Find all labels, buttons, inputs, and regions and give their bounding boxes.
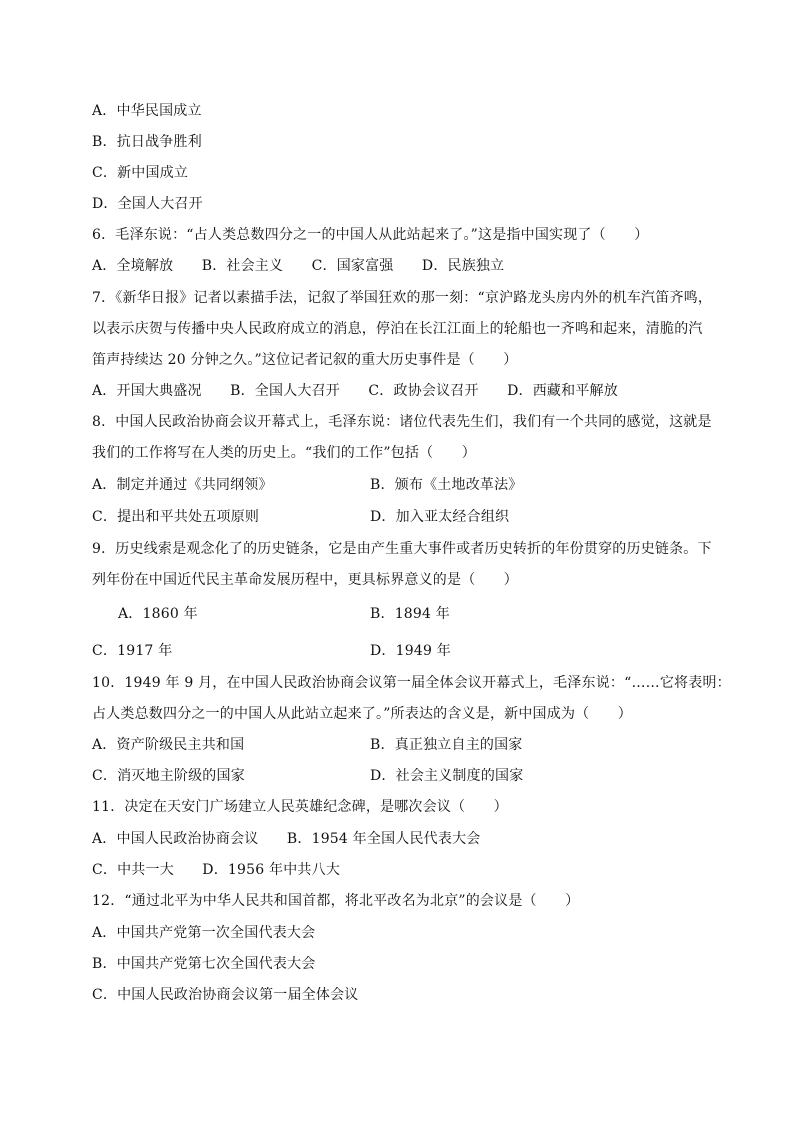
q10-stem-line1: 10．1949 年 9 月，在中国人民政治协商会议第一届全体会议开幕式上，毛泽东说：“……它将表明： xyxy=(92,675,731,691)
q8-option-b: B．颁布《土地改革法》 xyxy=(370,477,523,493)
q11-options-cd: C．中共一大 D．1956 年中共八大 xyxy=(92,862,341,878)
q10-option-d: D．社会主义制度的国家 xyxy=(370,768,524,784)
q10-option-a: A．资产阶级民主共和国 xyxy=(92,737,245,753)
q8-option-a: A．制定并通过《共同纲领》 xyxy=(92,477,273,493)
q9-option-b: B．1894 年 xyxy=(370,606,450,622)
q9-stem-line2: 列年份在中国近代民主革命发展历程中，更具标界意义的是（ ） xyxy=(92,572,518,588)
q11-options-ab: A．中国人民政治协商会议 B．1954 年全国人民代表大会 xyxy=(92,831,481,847)
q9-option-d: D．1949 年 xyxy=(370,643,451,659)
q7-stem-line2: 以表示庆贺与传播中央人民政府成立的消息，停泊在长江江面上的轮船也一齐鸣和起来，清脆的汽 xyxy=(92,321,703,337)
q7-stem-line1: 7．《新华日报》记者以素描手法，记叙了举国狂欢的那一刻：“京沪路龙头房内外的机车汽笛齐鸣， xyxy=(92,290,713,306)
q12-option-a: A．中国共产党第一次全国代表大会 xyxy=(92,925,316,941)
q8-stem-line1: 8．中国人民政治协商会议开幕式上，毛泽东说：诸位代表先生们，我们有一个共同的感觉，这就是 xyxy=(92,414,712,430)
q5-option-d: D．全国人大召开 xyxy=(92,196,203,212)
q8-option-d: D．加入亚太经合组织 xyxy=(370,509,510,525)
q10-option-c: C．消灭地主阶级的国家 xyxy=(92,768,245,784)
q6-stem: 6．毛泽东说：“占人类总数四分之一的中国人从此站起来了。”这是指中国实现了（ ） xyxy=(92,227,649,243)
q5-option-c: C．新中国成立 xyxy=(92,165,189,181)
q8-stem-line2: 我们的工作将写在人类的历史上。“我们的工作”包括（ ） xyxy=(92,445,476,461)
q5-option-b: B．抗日战争胜利 xyxy=(92,134,202,150)
q8-option-c: C．提出和平共处五项原则 xyxy=(92,509,260,525)
q5-option-a: A．中华民国成立 xyxy=(92,103,202,119)
q9-stem-line1: 9．历史线索是观念化了的历史链条，它是由产生重大事件或者历史转折的年份贯穿的历史链条。下 xyxy=(92,541,712,557)
q7-options: A．开国大典盛况 B．全国人大召开 C．政协会议召开 D．西藏和平解放 xyxy=(92,383,618,399)
q11-stem: 11．决定在天安门广场建立人民英雄纪念碑，是哪次会议（ ） xyxy=(92,799,508,815)
q9-option-c: C．1917 年 xyxy=(92,643,173,659)
q12-option-c: C．中国人民政治协商会议第一届全体会议 xyxy=(92,987,359,1003)
q9-option-a: A．1860 年 xyxy=(118,606,198,622)
q12-option-b: B．中国共产党第七次全国代表大会 xyxy=(92,956,316,972)
q6-options: A．全境解放 B．社会主义 C．国家富强 D．民族独立 xyxy=(92,258,505,274)
q12-stem: 12．“通过北平为中华人民共和国首都，将北平改名为北京”的会议是（ ） xyxy=(92,893,580,909)
q10-stem-line2: 占人类总数四分之一的中国人从此站立起来了。”所表达的含义是，新中国成为（ ） xyxy=(92,706,632,722)
q10-option-b: B．真正独立自主的国家 xyxy=(370,737,523,753)
q7-stem-line3: 笛声持续达 20 分钟之久。”这位记者记叙的重大历史事件是（ ） xyxy=(92,352,518,368)
